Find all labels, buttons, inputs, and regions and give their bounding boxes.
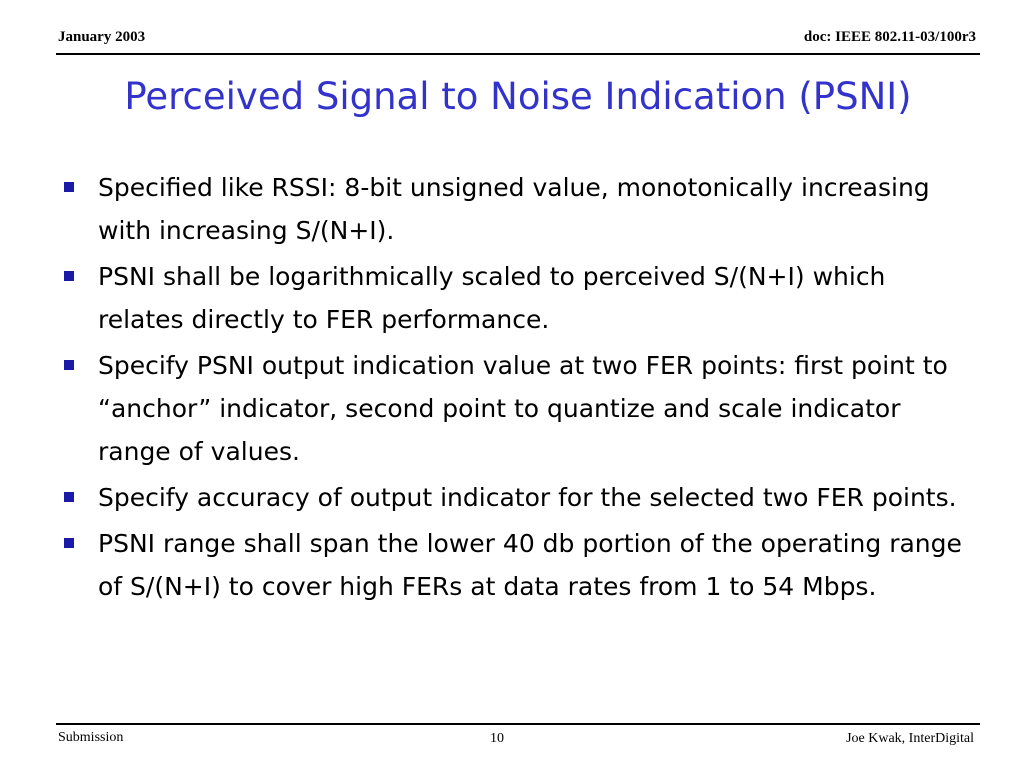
square-bullet-icon: [64, 492, 74, 502]
header-divider: [56, 53, 980, 55]
bullet-text: PSNI range shall span the lower 40 db portion of the operating range of S/(N+I) to cover high FERs at data rates from 1 to 54 Mbps.: [98, 529, 962, 601]
square-bullet-icon: [64, 538, 74, 548]
footer-submission: Submission: [58, 730, 124, 745]
square-bullet-icon: [64, 182, 74, 192]
bullet-list: [62, 166, 967, 611]
bullet-text: Specify accuracy of output indicator for the selected two FER points.: [98, 483, 957, 512]
bullet-item: [62, 476, 967, 519]
bullet-text: PSNI shall be logarithmically scaled to perceived S/(N+I) which relates directly to FER performance.: [98, 262, 886, 334]
square-bullet-icon: [64, 360, 74, 370]
footer-author: Joe Kwak, InterDigital: [846, 731, 974, 746]
bullet-item: [62, 166, 967, 252]
header-doc-id: doc: IEEE 802.11-03/100r3: [803, 29, 976, 45]
footer-divider: [56, 723, 980, 725]
bullet-text: Specify PSNI output indication value at two FER points: first point to “anchor” indicator, second point to quantize and scale indicator range of values.: [98, 351, 948, 466]
bullet-item: [62, 522, 967, 608]
page-number: 10: [490, 731, 504, 746]
header-date: January 2003: [58, 29, 146, 45]
bullet-text: Specified like RSSI: 8-bit unsigned value, monotonically increasing with increasing S/(N+I).: [98, 173, 930, 245]
square-bullet-icon: [64, 271, 74, 281]
bullet-item: [62, 255, 967, 341]
slide-title: Perceived Signal to Noise Indication (PSNI): [124, 75, 912, 118]
bullet-item: [62, 344, 967, 473]
